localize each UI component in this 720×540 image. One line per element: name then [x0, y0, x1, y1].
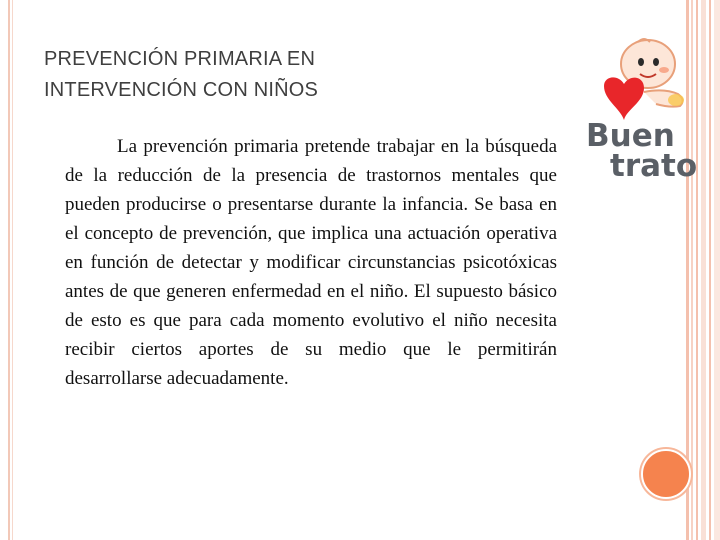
- logo-text-buen: Buen: [586, 118, 675, 154]
- orange-circle-decoration: [641, 449, 691, 499]
- slide-title: PREVENCIÓN PRIMARIA EN INTERVENCIÓN CON NIÑOS: [44, 48, 319, 101]
- left-border-line-inner: [12, 0, 13, 540]
- slide-body-text: La prevención primaria pretende trabajar en la búsqueda de la reducción de la presencia de trastornos mentales que pueden producirse o presentarse durante la infancia. Se basa en el concepto de prevención, que implica una actuación operativa en función de detectar y modificar circunstancias psicotóxicas antes de que generen enfermedad en el niño. El supuesto básico de esto es que para cada momento evolutivo el niño necesita recibir ciertos aportes de su medio que le permitirán desarrollarse adecuadamente.: [65, 136, 557, 389]
- left-border-line: [8, 0, 10, 540]
- child-holding-heart-icon: [584, 36, 702, 184]
- logo-text-trato: trato: [610, 148, 698, 184]
- buen-trato-logo: [584, 36, 702, 184]
